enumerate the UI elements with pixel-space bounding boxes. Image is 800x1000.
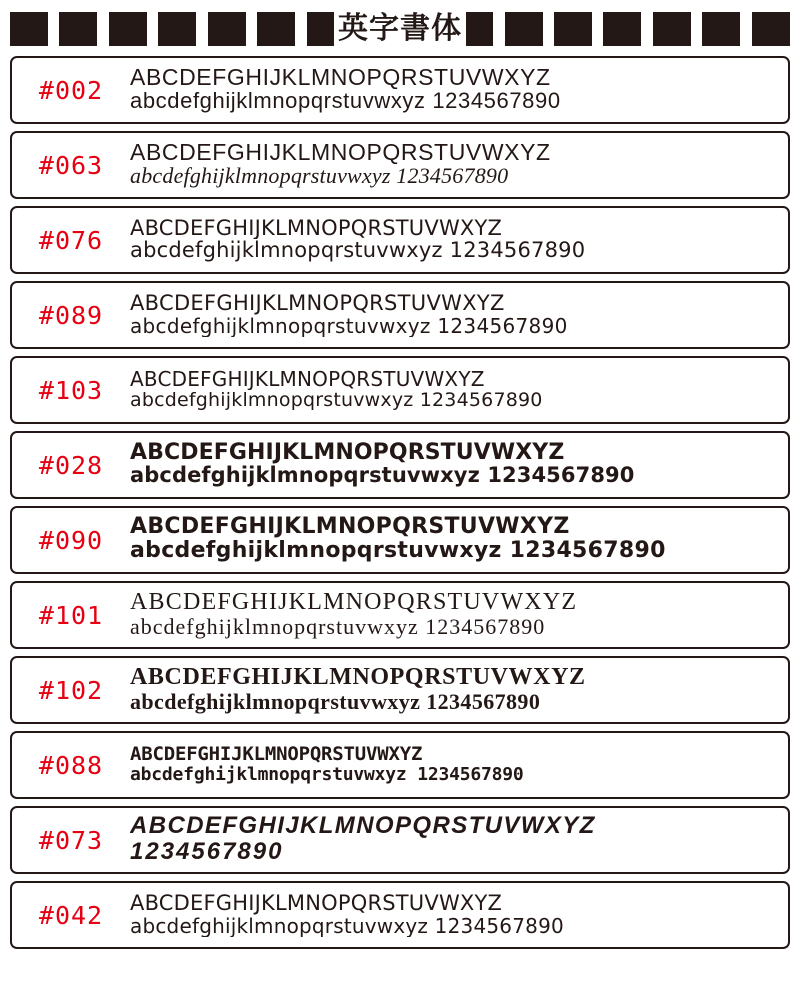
font-row[interactable] — [10, 506, 790, 574]
sample-uppercase: ABCDEFGHIJKLMNOPQRSTUVWXYZ — [130, 369, 485, 390]
sample-lowercase-digits: abcdefghijklmnopqrstuvwxyz 1234567890 — [130, 464, 635, 488]
font-sample — [130, 293, 788, 337]
font-code: #042 — [38, 900, 104, 930]
sample-uppercase: ABCDEFGHIJKLMNOPQRSTUVWXYZ — [130, 590, 578, 615]
font-sample — [130, 369, 788, 411]
sample-lowercase-digits: abcdefghijklmnopqrstuvwxyz 1234567890 — [130, 389, 543, 411]
font-row[interactable] — [10, 56, 790, 124]
sample-lowercase-digits: abcdefghijklmnopqrstuvwxyz 1234567890 — [130, 689, 541, 714]
sample-lowercase-digits: abcdefghijklmnopqrstuvwxyz 1234567890 — [130, 614, 546, 639]
sample-uppercase: ABCDEFGHIJKLMNOPQRSTUVWXYZ — [130, 217, 503, 239]
font-sample — [130, 218, 788, 263]
header-block — [603, 12, 641, 46]
header-block — [505, 12, 543, 46]
header-block — [257, 12, 295, 46]
font-code: #088 — [38, 750, 104, 780]
header-block — [554, 12, 592, 46]
font-code: #101 — [38, 600, 104, 630]
sample-uppercase: ABCDEFGHIJKLMNOPQRSTUVWXYZ — [130, 140, 551, 165]
header-block — [208, 12, 246, 46]
font-code: #028 — [38, 450, 104, 480]
page-header — [10, 10, 790, 48]
font-row[interactable] — [10, 131, 790, 199]
header-block — [653, 12, 691, 46]
header-block — [752, 12, 790, 46]
font-row[interactable] — [10, 656, 790, 724]
header-block — [158, 12, 196, 46]
sample-uppercase: ABCDEFGHIJKLMNOPQRSTUVWXYZ — [130, 814, 596, 839]
font-row[interactable] — [10, 206, 790, 274]
font-code: #103 — [38, 375, 104, 405]
header-block — [10, 12, 48, 46]
font-sample — [130, 590, 788, 639]
font-row[interactable] — [10, 581, 790, 649]
sample-uppercase: ABCDEFGHIJKLMNOPQRSTUVWXYZ — [130, 293, 505, 315]
sample-lowercase-digits: abcdefghijklmnopqrstuvwxyz 1234567890 — [130, 538, 666, 563]
font-row[interactable] — [10, 356, 790, 424]
header-block — [59, 12, 97, 46]
font-code: #063 — [38, 150, 104, 180]
sample-uppercase: ABCDEFGHIJKLMNOPQRSTUVWXYZ — [130, 442, 565, 465]
page-title: 英字書体 — [334, 12, 466, 46]
sample-uppercase: ABCDEFGHIJKLMNOPQRSTUVWXYZ — [130, 665, 586, 690]
font-code: #002 — [38, 75, 104, 105]
font-sample — [130, 665, 788, 714]
font-code: #090 — [38, 525, 104, 555]
font-row[interactable] — [10, 431, 790, 499]
font-code: #102 — [38, 675, 104, 705]
font-code: #089 — [38, 300, 104, 330]
font-code: #073 — [38, 825, 104, 855]
sample-lowercase-digits: abcdefghijklmnopqrstuvwxyz 1234567890 — [130, 89, 561, 114]
sample-uppercase: ABCDEFGHIJKLMNOPQRSTUVWXYZ — [130, 65, 551, 90]
header-block — [109, 12, 147, 46]
font-sample — [130, 442, 788, 488]
sample-uppercase: ABCDEFGHIJKLMNOPQRSTUVWXYZ — [130, 893, 503, 915]
font-code: #076 — [38, 225, 104, 255]
header-block — [702, 12, 740, 46]
font-list — [10, 56, 790, 949]
font-sample — [130, 893, 788, 937]
font-row[interactable] — [10, 731, 790, 799]
sample-uppercase: ABCDEFGHIJKLMNOPQRSTUVWXYZ — [130, 516, 570, 539]
sample-uppercase: ABCDEFGHIJKLMNOPQRSTUVWXYZ — [130, 745, 423, 765]
font-sample — [130, 516, 788, 563]
sample-lowercase-digits: abcdefghijklmnopqrstuvwxyz 1234567890 — [130, 764, 524, 785]
font-sample — [130, 814, 788, 865]
sample-lowercase-digits: abcdefghijklmnopqrstuvwxyz 1234567890 — [130, 314, 568, 337]
font-sample — [130, 141, 788, 189]
font-row[interactable] — [10, 281, 790, 349]
sample-lowercase-digits: abcdefghijklmnopqrstuvwxyz 1234567890 — [130, 914, 564, 937]
font-row[interactable] — [10, 806, 790, 874]
sample-lowercase-digits: abcdefghijklmnopqrstuvwxyz 1234567890 — [130, 238, 586, 262]
sample-lowercase-digits: 1234567890 — [130, 838, 284, 865]
font-row[interactable] — [10, 881, 790, 949]
font-sample — [130, 745, 788, 785]
font-sample — [130, 66, 788, 114]
sample-lowercase-digits: abcdefghijklmnopqrstuvwxyz 1234567890 — [130, 164, 509, 189]
